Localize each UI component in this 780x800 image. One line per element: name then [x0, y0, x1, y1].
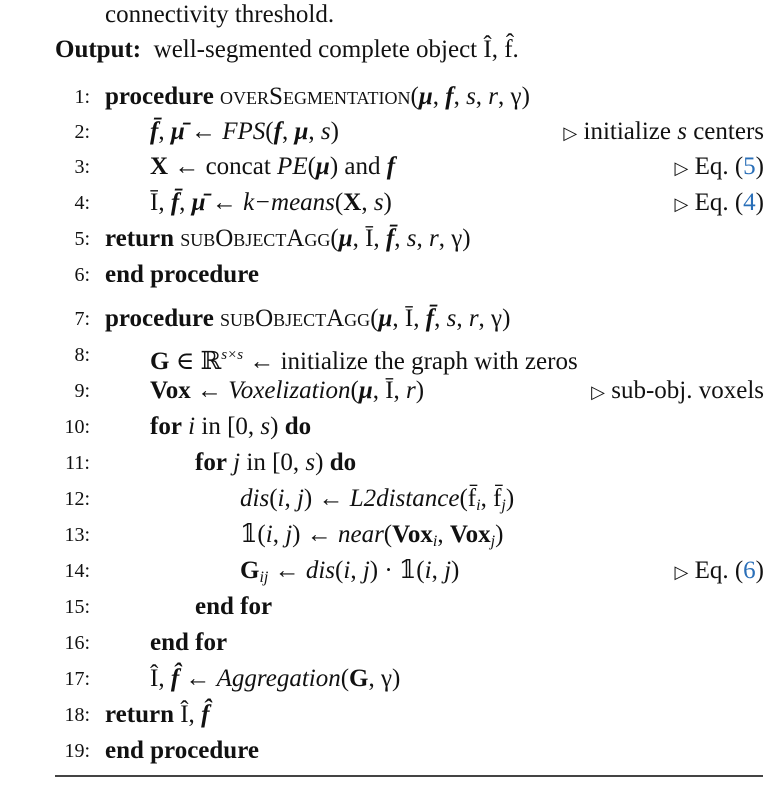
- line-code: end procedure: [105, 261, 259, 288]
- line-code: 𝟙(i, j) ← near(Vox$_i$, Vox$_j$): [240, 521, 504, 550]
- line-code: end procedure: [105, 737, 259, 764]
- line-number: 12:: [64, 488, 90, 510]
- line-code: Vox ← Voxelization(μ, Ī, r): [150, 377, 425, 404]
- line-number: 4:: [74, 192, 90, 214]
- line-comment: ▷ Eq. (5): [674, 153, 764, 180]
- algorithm-line: [0, 304, 780, 334]
- algorithm-line: [0, 592, 780, 622]
- bottom-rule: [55, 775, 763, 777]
- line-code: Ī, f̄, μ̄ ← k−means(X, s): [150, 189, 392, 216]
- algorithm-line: [0, 412, 780, 442]
- line-code: f̄, μ̄ ← FPS(f, μ, s): [150, 118, 339, 145]
- line-number: 7:: [74, 308, 90, 330]
- line-number: 5:: [74, 228, 90, 250]
- output-label: Output:: [55, 36, 142, 63]
- line-code: X ← concat PE(μ) and f: [150, 153, 396, 180]
- line-code: end for: [195, 593, 273, 620]
- line-number: 11:: [65, 452, 90, 474]
- line-code: return Î, f̂: [105, 701, 210, 728]
- line-code: for i in [0, s) do: [150, 413, 312, 440]
- algorithm-line: [0, 664, 780, 694]
- algorithm-line: [0, 376, 780, 406]
- algorithm-line: [0, 340, 780, 375]
- line-code: procedure subObjectAgg(μ, Ī, f̄, s, r, γ): [105, 305, 511, 332]
- algorithm-line: [0, 736, 780, 766]
- algorithm-line: [0, 556, 780, 586]
- line-comment: ▷ sub-obj. voxels: [591, 377, 764, 404]
- line-number: 15:: [64, 596, 90, 618]
- line-number: 2:: [74, 121, 90, 143]
- algorithm-line: [0, 82, 780, 112]
- algorithm-line: [0, 260, 780, 290]
- algorithm-line: [0, 188, 780, 218]
- line-code: for j in [0, s) do: [195, 449, 357, 476]
- algorithm-line: [0, 520, 780, 550]
- line-number: 14:: [64, 560, 90, 582]
- line-comment: ▷ Eq. (6): [674, 557, 764, 584]
- algorithm-line: [0, 628, 780, 658]
- algorithm-line: [0, 117, 780, 147]
- line-number: 16:: [64, 632, 90, 654]
- line-comment: ▷ Eq. (4): [674, 189, 764, 216]
- line-code: $G_{ij}$ ← dis(i, j) · 𝟙(i, j): [240, 557, 460, 586]
- line-code: Î, f̂ ← Aggregation(G, γ): [150, 665, 401, 692]
- line-number: 8:: [74, 344, 90, 366]
- line-code: end for: [150, 629, 228, 656]
- line-number: 18:: [64, 704, 90, 726]
- line-number: 3:: [74, 156, 90, 178]
- line-code: procedure overSegmentation(μ, f, s, r, γ): [105, 83, 530, 110]
- output-text: well-segmented complete object Î, f̂.: [153, 36, 519, 63]
- line-number: 6:: [74, 264, 90, 286]
- line-number: 19:: [64, 740, 90, 762]
- algorithm-line: [0, 224, 780, 254]
- line-number: 13:: [64, 524, 90, 546]
- algorithm-line: [0, 700, 780, 730]
- line-code: return subObjectAgg(μ, Ī, f̄, s, r, γ): [105, 225, 471, 252]
- algorithm-line: [0, 448, 780, 478]
- line-code: dis(i, j) ← $L2distance(f̄_i$, $f̄_j$): [240, 485, 515, 514]
- algorithm-line: [0, 484, 780, 514]
- line-number: 10:: [64, 416, 90, 438]
- line-number: 1:: [74, 86, 90, 108]
- line-comment: ▷ initialize s centers: [563, 118, 764, 145]
- line-code: G ∈ ℝ$^{s\times s}$ ← initialize the graph with zeros: [150, 347, 578, 375]
- line-number: 9:: [74, 380, 90, 402]
- continuation-text: connectivity threshold.: [105, 1, 335, 28]
- line-number: 17:: [64, 668, 90, 690]
- algorithm-line: [0, 152, 780, 182]
- output-line: [55, 35, 519, 65]
